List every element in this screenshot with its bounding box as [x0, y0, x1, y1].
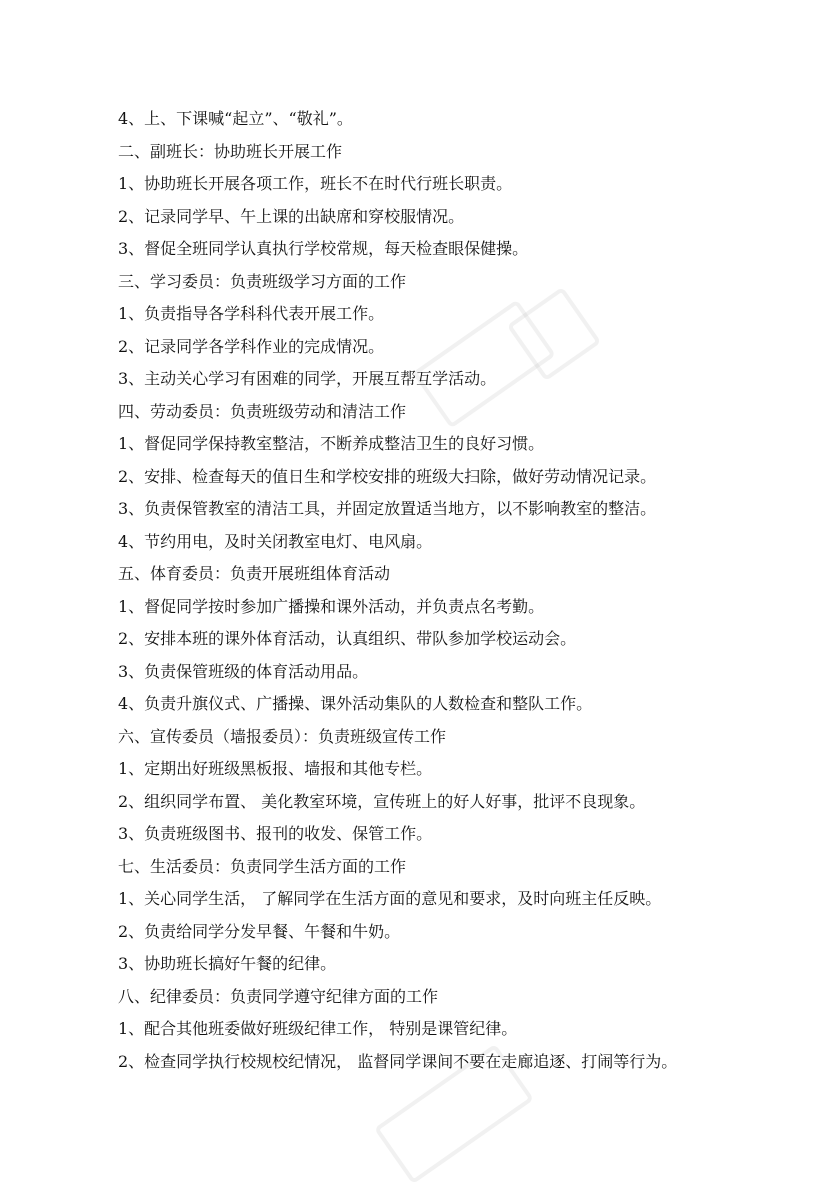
- list-item: 3、主动关心学习有困难的同学，开展互帮互学活动。: [118, 369, 497, 388]
- list-item: 2、组织同学布置、 美化教室环境，宣传班上的好人好事，批评不良现象。: [118, 791, 646, 811]
- list-item: 4、负责升旗仪式、广播操、课外活动集队的人数检查和整队工作。: [118, 694, 593, 713]
- list-item: 2、安排、检查每天的值日生和学校安排的班级大扫除，做好劳动情况记录。: [118, 466, 657, 486]
- section-heading: 六、宣传委员（墙报委员）：负责班级宣传工作: [118, 726, 447, 746]
- section-heading: 二、副班长：协助班长开展工作: [118, 141, 343, 161]
- list-item: 2、负责给同学分发早餐、午餐和牛奶。: [118, 921, 401, 941]
- list-item: 1、定期出好班级黑板报、墙报和其他专栏。: [118, 759, 433, 778]
- list-item: 2、记录同学各学科作业的完成情况。: [118, 336, 385, 356]
- section-heading: 七、生活委员：负责同学生活方面的工作: [118, 856, 407, 876]
- list-item: 1、督促同学按时参加广播操和课外活动，并负责点名考勤。: [118, 596, 545, 616]
- list-item: 3、负责保管班级的体育活动用品。: [118, 661, 369, 681]
- list-item: 4、上、下课喊“起立”、“敬礼”。: [118, 109, 353, 128]
- list-item: 1、关心同学生活， 了解同学在生活方面的意见和要求，及时向班主任反映。: [118, 889, 662, 908]
- list-item: 2、安排本班的课外体育活动，认真组织、带队参加学校运动会。: [118, 629, 577, 648]
- list-item: 1、配合其他班委做好班级纪律工作， 特别是课管纪律。: [118, 1019, 518, 1038]
- list-item: 1、协助班长开展各项工作，班长不在时代行班长职责。: [118, 174, 513, 193]
- list-item: 2、记录同学早、午上课的出缺席和穿校服情况。: [118, 206, 465, 226]
- section-heading: 五、体育委员：负责开展班组体育活动: [118, 564, 391, 583]
- list-item: 1、督促同学保持教室整洁，不断养成整洁卫生的良好习惯。: [118, 434, 545, 453]
- document-body: [118, 103, 758, 1078]
- list-item: 3、协助班长搞好午餐的纪律。: [118, 954, 337, 973]
- list-item: 3、负责班级图书、报刊的收发、保管工作。: [118, 824, 433, 843]
- list-item: 1、负责指导各学科科代表开展工作。: [118, 304, 385, 323]
- section-heading: 四、劳动委员：负责班级劳动和清洁工作: [118, 401, 407, 421]
- section-heading: 八、纪律委员：负责同学遵守纪律方面的工作: [118, 986, 439, 1006]
- list-item: 4、节约用电，及时关闭教室电灯、电风扇。: [118, 531, 433, 551]
- section-heading: 三、学习委员：负责班级学习方面的工作: [118, 271, 407, 291]
- list-item: 3、负责保管教室的清洁工具，并固定放置适当地方，以不影响教室的整洁。: [118, 499, 657, 518]
- list-item: 2、检查同学执行校规校纪情况， 监督同学课间不要在走廊追逐、打闹等行为。: [118, 1051, 678, 1071]
- list-item: 3、督促全班同学认真执行学校常规，每天检查眼保健操。: [118, 239, 529, 258]
